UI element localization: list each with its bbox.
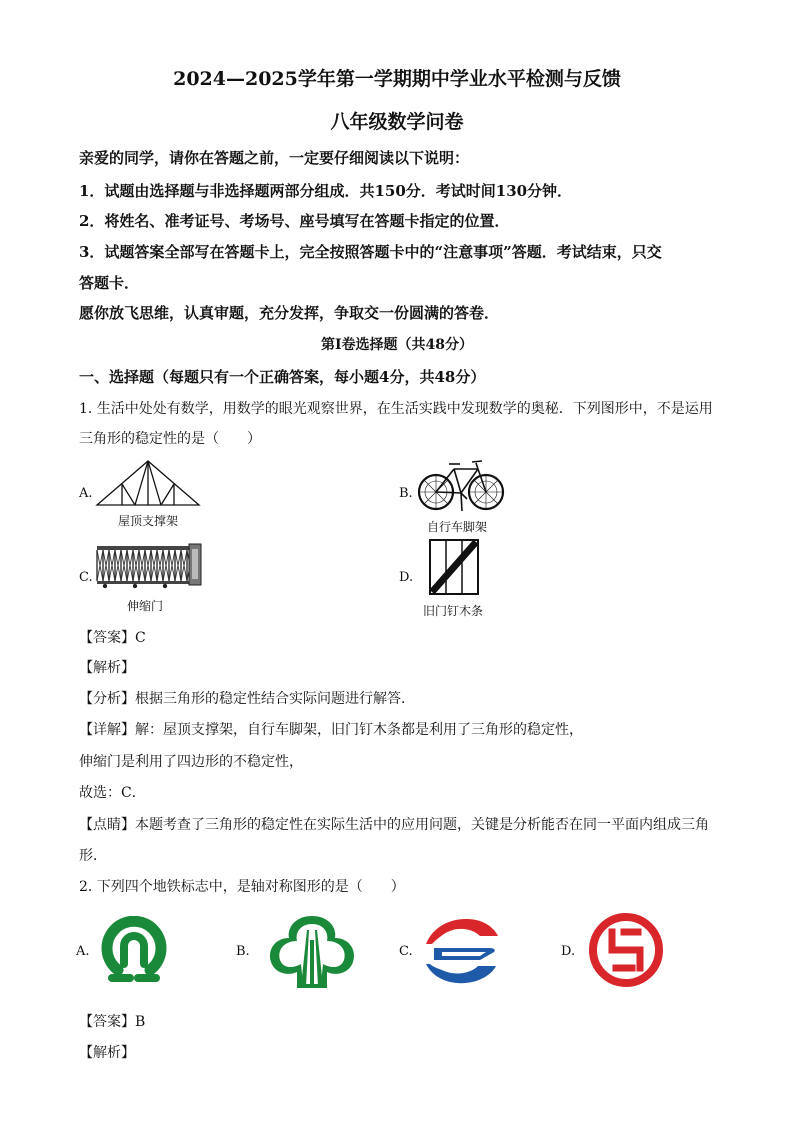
- metro-logo-d-image: [586, 910, 666, 990]
- q1-stem-a: 1. 生活中处处有数学，用数学的眼光观察世界，在生活实践中发现数学的奥秘．下列图形中，不是运用: [79, 401, 713, 417]
- q2-stem: 2. 下列四个地铁标志中，是轴对称图形的是（ ）: [79, 879, 405, 895]
- exam-subtitle: 八年级数学问卷: [330, 111, 464, 133]
- q1-comment-b: 形．: [79, 848, 107, 864]
- q2-option-b-letter: B.: [236, 944, 250, 959]
- q1-detail-b: 伸缩门是利用了四边形的不稳定性，: [79, 754, 303, 770]
- intro-greeting: 亲爱的同学，请你在答题之前，一定要仔细阅读以下说明：: [79, 149, 470, 167]
- q1-option-c-letter: C.: [79, 570, 93, 585]
- q2-option-c-letter: C.: [399, 944, 413, 959]
- q1-comment-a: 【点睛】本题考查了三角形的稳定性在实际生活中的应用问题，关键是分析能否在同一平面内组成三角: [79, 817, 709, 833]
- q1-option-d-letter: D.: [399, 570, 414, 585]
- q1-option-b-letter: B.: [399, 486, 413, 501]
- q2-option-a-letter: A.: [76, 944, 90, 959]
- q1-stem-b: 三角形的稳定性的是（ ）: [79, 431, 261, 447]
- q1-option-b-caption: 自行车脚架: [427, 520, 488, 534]
- intro-rule-1: 1．试题由选择题与非选择题两部分组成．共150分．考试时间130分钟．: [79, 182, 573, 200]
- metro-logo-b-image: [263, 910, 361, 994]
- intro-wish: 愿你放飞思维，认真审题，充分发挥，争取交一份圆满的答卷．: [79, 304, 500, 322]
- exam-title: 2024—2025学年第一学期期中学业水平检测与反馈: [173, 68, 621, 90]
- q1-detail-a: 【详解】解：屋顶支撑架，自行车脚架，旧门钉木条都是利用了三角形的稳定性，: [79, 722, 583, 738]
- q1-answer: 【答案】C: [79, 630, 146, 646]
- intro-rule-3-b: 答题卡．: [79, 274, 140, 292]
- q1-option-d-caption: 旧门钉木条: [423, 604, 484, 618]
- q1-option-a-caption: 屋顶支撑架: [118, 514, 179, 528]
- q2-answer: 【答案】B: [79, 1014, 146, 1030]
- q2-option-d-letter: D.: [561, 944, 576, 959]
- intro-rule-2: 2．将姓名、准考证号、考场号、座号填写在答题卡指定的位置．: [79, 212, 510, 230]
- intro-rule-3-a: 3．试题答案全部写在答题卡上，完全按照答题卡中的“注意事项”答题．考试结束，只交: [79, 243, 662, 261]
- section-heading: 一、选择题（每题只有一个正确答案，每小题4分，共48分）: [79, 368, 486, 386]
- q1-option-c-caption: 伸缩门: [127, 599, 164, 613]
- metro-logo-a-image: [100, 916, 168, 984]
- q1-fenxi: 【分析】根据三角形的稳定性结合实际问题进行解答．: [79, 691, 415, 707]
- roof-truss-image: [95, 458, 201, 508]
- q2-analysis-label: 【解析】: [79, 1045, 135, 1061]
- q1-option-a-letter: A.: [79, 486, 93, 501]
- part-title: 第Ⅰ卷选择题（共48分）: [320, 337, 474, 353]
- bicycle-image: [416, 455, 506, 513]
- old-door-image: [428, 538, 480, 596]
- q1-analysis-label: 【解析】: [79, 660, 135, 676]
- metro-logo-c-image: [420, 914, 500, 988]
- q1-detail-c: 故选：C．: [79, 785, 146, 801]
- retractable-gate-image: [95, 543, 205, 589]
